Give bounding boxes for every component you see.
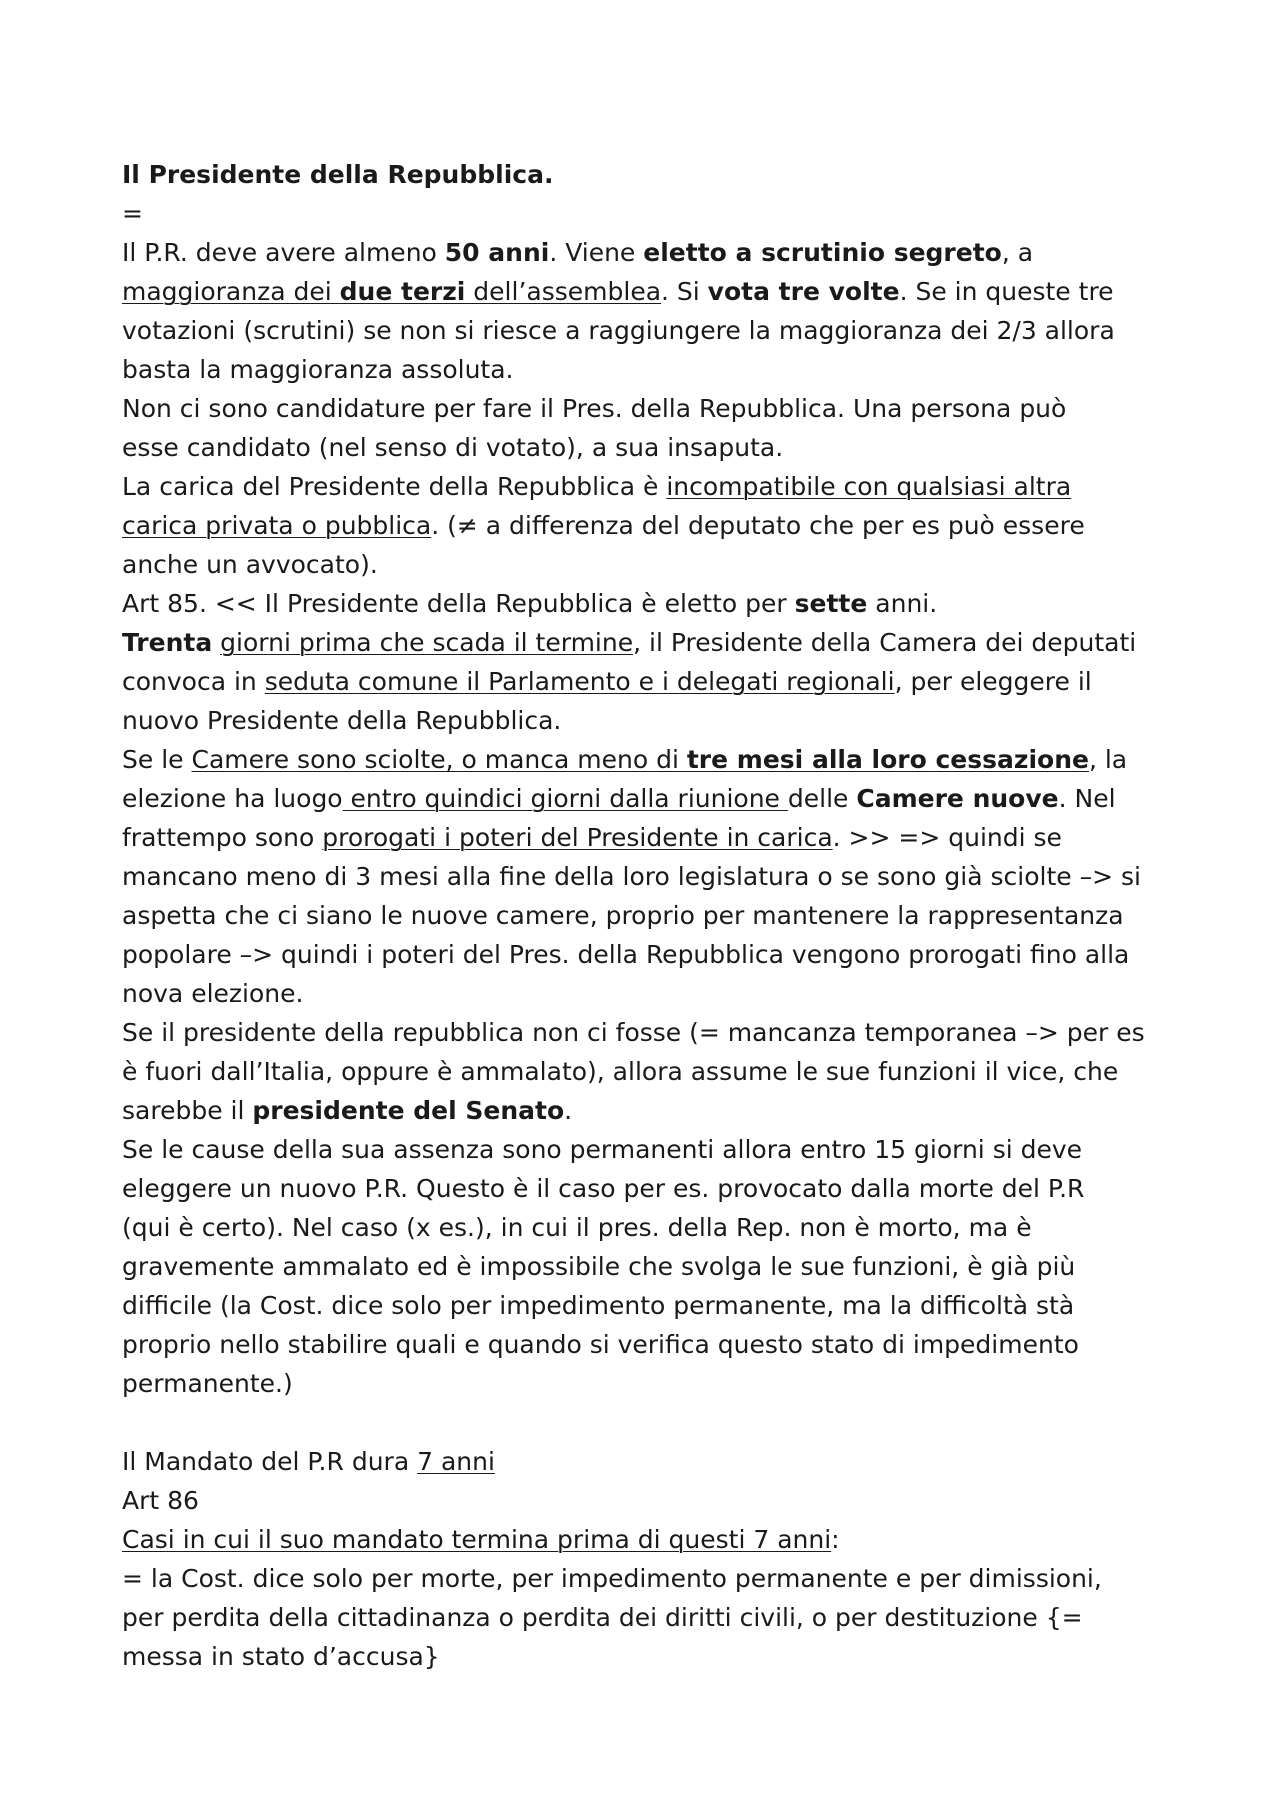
text-segment: Art 85. << Il Presidente della Repubblica è eletto per xyxy=(122,589,795,618)
text-segment: entro quindici giorni dalla riunione xyxy=(342,784,788,813)
text-segment: tre mesi alla loro cessazione xyxy=(686,745,1089,774)
text-segment: due terzi xyxy=(339,277,466,306)
text-segment: Camere nuove xyxy=(856,784,1059,813)
text-line xyxy=(122,857,1182,896)
text-line xyxy=(122,1130,1182,1169)
text-segment: eletto a scrutinio segreto xyxy=(643,238,1002,267)
text-line xyxy=(122,272,1182,311)
text-segment: : xyxy=(831,1525,840,1554)
text-segment: giorni prima che scada il termine xyxy=(220,628,634,657)
text-line xyxy=(122,1325,1182,1364)
text-segment: (qui è certo). Nel caso (x es.), in cui il pres. della Rep. non è morto, ma è xyxy=(122,1213,1032,1242)
text-line xyxy=(122,701,1182,740)
text-segment: dell’assemblea xyxy=(465,277,662,306)
text-line xyxy=(122,194,1182,233)
text-line xyxy=(122,896,1182,935)
text-segment: . >> => quindi se xyxy=(832,823,1062,852)
text-segment: 50 anni xyxy=(444,238,550,267)
text-segment: messa in stato d’accusa} xyxy=(122,1642,440,1671)
text-line xyxy=(122,779,1182,818)
text-segment: . xyxy=(564,1096,573,1125)
text-segment: , la xyxy=(1088,745,1128,774)
text-segment: Non ci sono candidature per fare il Pres. della Repubblica. Una persona può xyxy=(122,394,1067,423)
text-line xyxy=(122,1598,1182,1637)
text-line xyxy=(122,1286,1182,1325)
blank-line xyxy=(122,1403,1182,1442)
text-segment: frattempo sono xyxy=(122,823,323,852)
text-segment: popolare –> quindi i poteri del Pres. della Repubblica vengono prorogati fino alla xyxy=(122,940,1130,969)
text-segment: anni. xyxy=(867,589,938,618)
text-line xyxy=(122,1637,1182,1676)
text-segment: eleggere un nuovo P.R. Questo è il caso per es. provocato dalla morte del P.R xyxy=(122,1174,1085,1203)
text-segment: , a xyxy=(1001,238,1034,267)
text-segment: è fuori dall’Italia, oppure è ammalato), allora assume le sue funzioni il vice, che xyxy=(122,1057,1119,1086)
text-line xyxy=(122,1091,1182,1130)
text-segment: convoca in xyxy=(122,667,265,696)
text-segment: . Viene xyxy=(549,238,644,267)
text-line xyxy=(122,1520,1182,1559)
text-segment: La carica del Presidente della Repubblica è xyxy=(122,472,667,501)
text-segment: Il P.R. deve avere almeno xyxy=(122,238,445,267)
text-segment: vota tre volte xyxy=(707,277,900,306)
text-segment: . (≠ a differenza del deputato che per es può essere xyxy=(431,511,1085,540)
text-segment: sarebbe il xyxy=(122,1096,253,1125)
text-line xyxy=(122,1052,1182,1091)
text-segment: mancano meno di 3 mesi alla fine della loro legislatura o se sono già sciolte –> si xyxy=(122,862,1141,891)
text-line xyxy=(122,818,1182,857)
text-segment: Il Mandato del P.R dura xyxy=(122,1447,418,1476)
text-segment: per perdita della cittadinanza o perdita dei diritti civili, o per destituzione {= xyxy=(122,1603,1083,1632)
text-segment: basta la maggioranza assoluta. xyxy=(122,355,514,384)
text-line xyxy=(122,584,1182,623)
text-segment: incompatibile con qualsiasi altra xyxy=(666,472,1072,501)
text-line xyxy=(122,1442,1182,1481)
text-line xyxy=(122,935,1182,974)
text-segment: nova elezione. xyxy=(122,979,304,1008)
text-segment: . Se in queste tre xyxy=(899,277,1114,306)
text-segment: Se le xyxy=(122,745,192,774)
text-segment: carica privata o pubblica xyxy=(122,511,432,540)
text-line xyxy=(122,428,1182,467)
text-line xyxy=(122,1208,1182,1247)
text-segment: presidente del Senato xyxy=(252,1096,565,1125)
text-segment xyxy=(212,628,220,657)
text-segment: 7 anni xyxy=(417,1447,495,1476)
text-segment: sette xyxy=(794,589,868,618)
text-segment: seduta comune il Parlamento e i delegati regionali xyxy=(264,667,895,696)
text-segment: , per eleggere il xyxy=(894,667,1092,696)
text-segment: Se le cause della sua assenza sono permanenti allora entro 15 giorni si deve xyxy=(122,1135,1083,1164)
text-segment: elezione ha luogo xyxy=(122,784,343,813)
document-title: Il Presidente della Repubblica. xyxy=(122,160,554,189)
text-line xyxy=(122,623,1182,662)
text-line xyxy=(122,974,1182,1013)
text-segment: gravemente ammalato ed è impossibile che svolga le sue funzioni, è già più xyxy=(122,1252,1076,1281)
text-segment: votazioni (scrutini) se non si riesce a raggiungere la maggioranza dei 2/3 allora xyxy=(122,316,1115,345)
text-segment: aspetta che ci siano le nuove camere, proprio per mantenere la rappresentanza xyxy=(122,901,1124,930)
text-segment: = xyxy=(122,199,143,228)
text-line xyxy=(122,1559,1182,1598)
text-segment: nuovo Presidente della Repubblica. xyxy=(122,706,562,735)
text-line xyxy=(122,350,1182,389)
text-line xyxy=(122,389,1182,428)
text-segment: permanente.) xyxy=(122,1369,293,1398)
text-segment: = la Cost. dice solo per morte, per impedimento permanente e per dimissioni, xyxy=(122,1564,1102,1593)
text-line xyxy=(122,1013,1182,1052)
text-line xyxy=(122,1169,1182,1208)
text-segment: maggioranza dei xyxy=(122,277,340,306)
text-line xyxy=(122,662,1182,701)
text-segment: . Nel xyxy=(1058,784,1116,813)
text-segment: difficile (la Cost. dice solo per impedimento permanente, ma la difficoltà stà xyxy=(122,1291,1075,1320)
text-line xyxy=(122,1364,1182,1403)
text-segment: Camere sono sciolte, o manca meno di xyxy=(191,745,687,774)
document-body xyxy=(122,155,1182,1676)
text-segment: . Si xyxy=(661,277,708,306)
text-line xyxy=(122,1481,1182,1520)
text-segment: , il Presidente della Camera dei deputati xyxy=(633,628,1137,657)
text-line xyxy=(122,311,1182,350)
text-segment: prorogati i poteri del Presidente in carica xyxy=(322,823,833,852)
text-segment: Trenta xyxy=(122,628,213,657)
text-segment: Art 86 xyxy=(122,1486,199,1515)
text-segment: delle xyxy=(787,784,857,813)
text-segment: proprio nello stabilire quali e quando si verifica questo stato di impedimento xyxy=(122,1330,1079,1359)
text-line xyxy=(122,233,1182,272)
text-line xyxy=(122,740,1182,779)
text-segment: esse candidato (nel senso di votato), a sua insaputa. xyxy=(122,433,784,462)
text-line xyxy=(122,545,1182,584)
text-line xyxy=(122,1247,1182,1286)
text-segment: anche un avvocato). xyxy=(122,550,378,579)
document-text xyxy=(122,194,1182,1676)
text-line xyxy=(122,506,1182,545)
text-segment: Casi in cui il suo mandato termina prima di questi 7 anni xyxy=(122,1525,832,1554)
text-segment: Se il presidente della repubblica non ci fosse (= mancanza temporanea –> per es xyxy=(122,1018,1145,1047)
text-line xyxy=(122,467,1182,506)
